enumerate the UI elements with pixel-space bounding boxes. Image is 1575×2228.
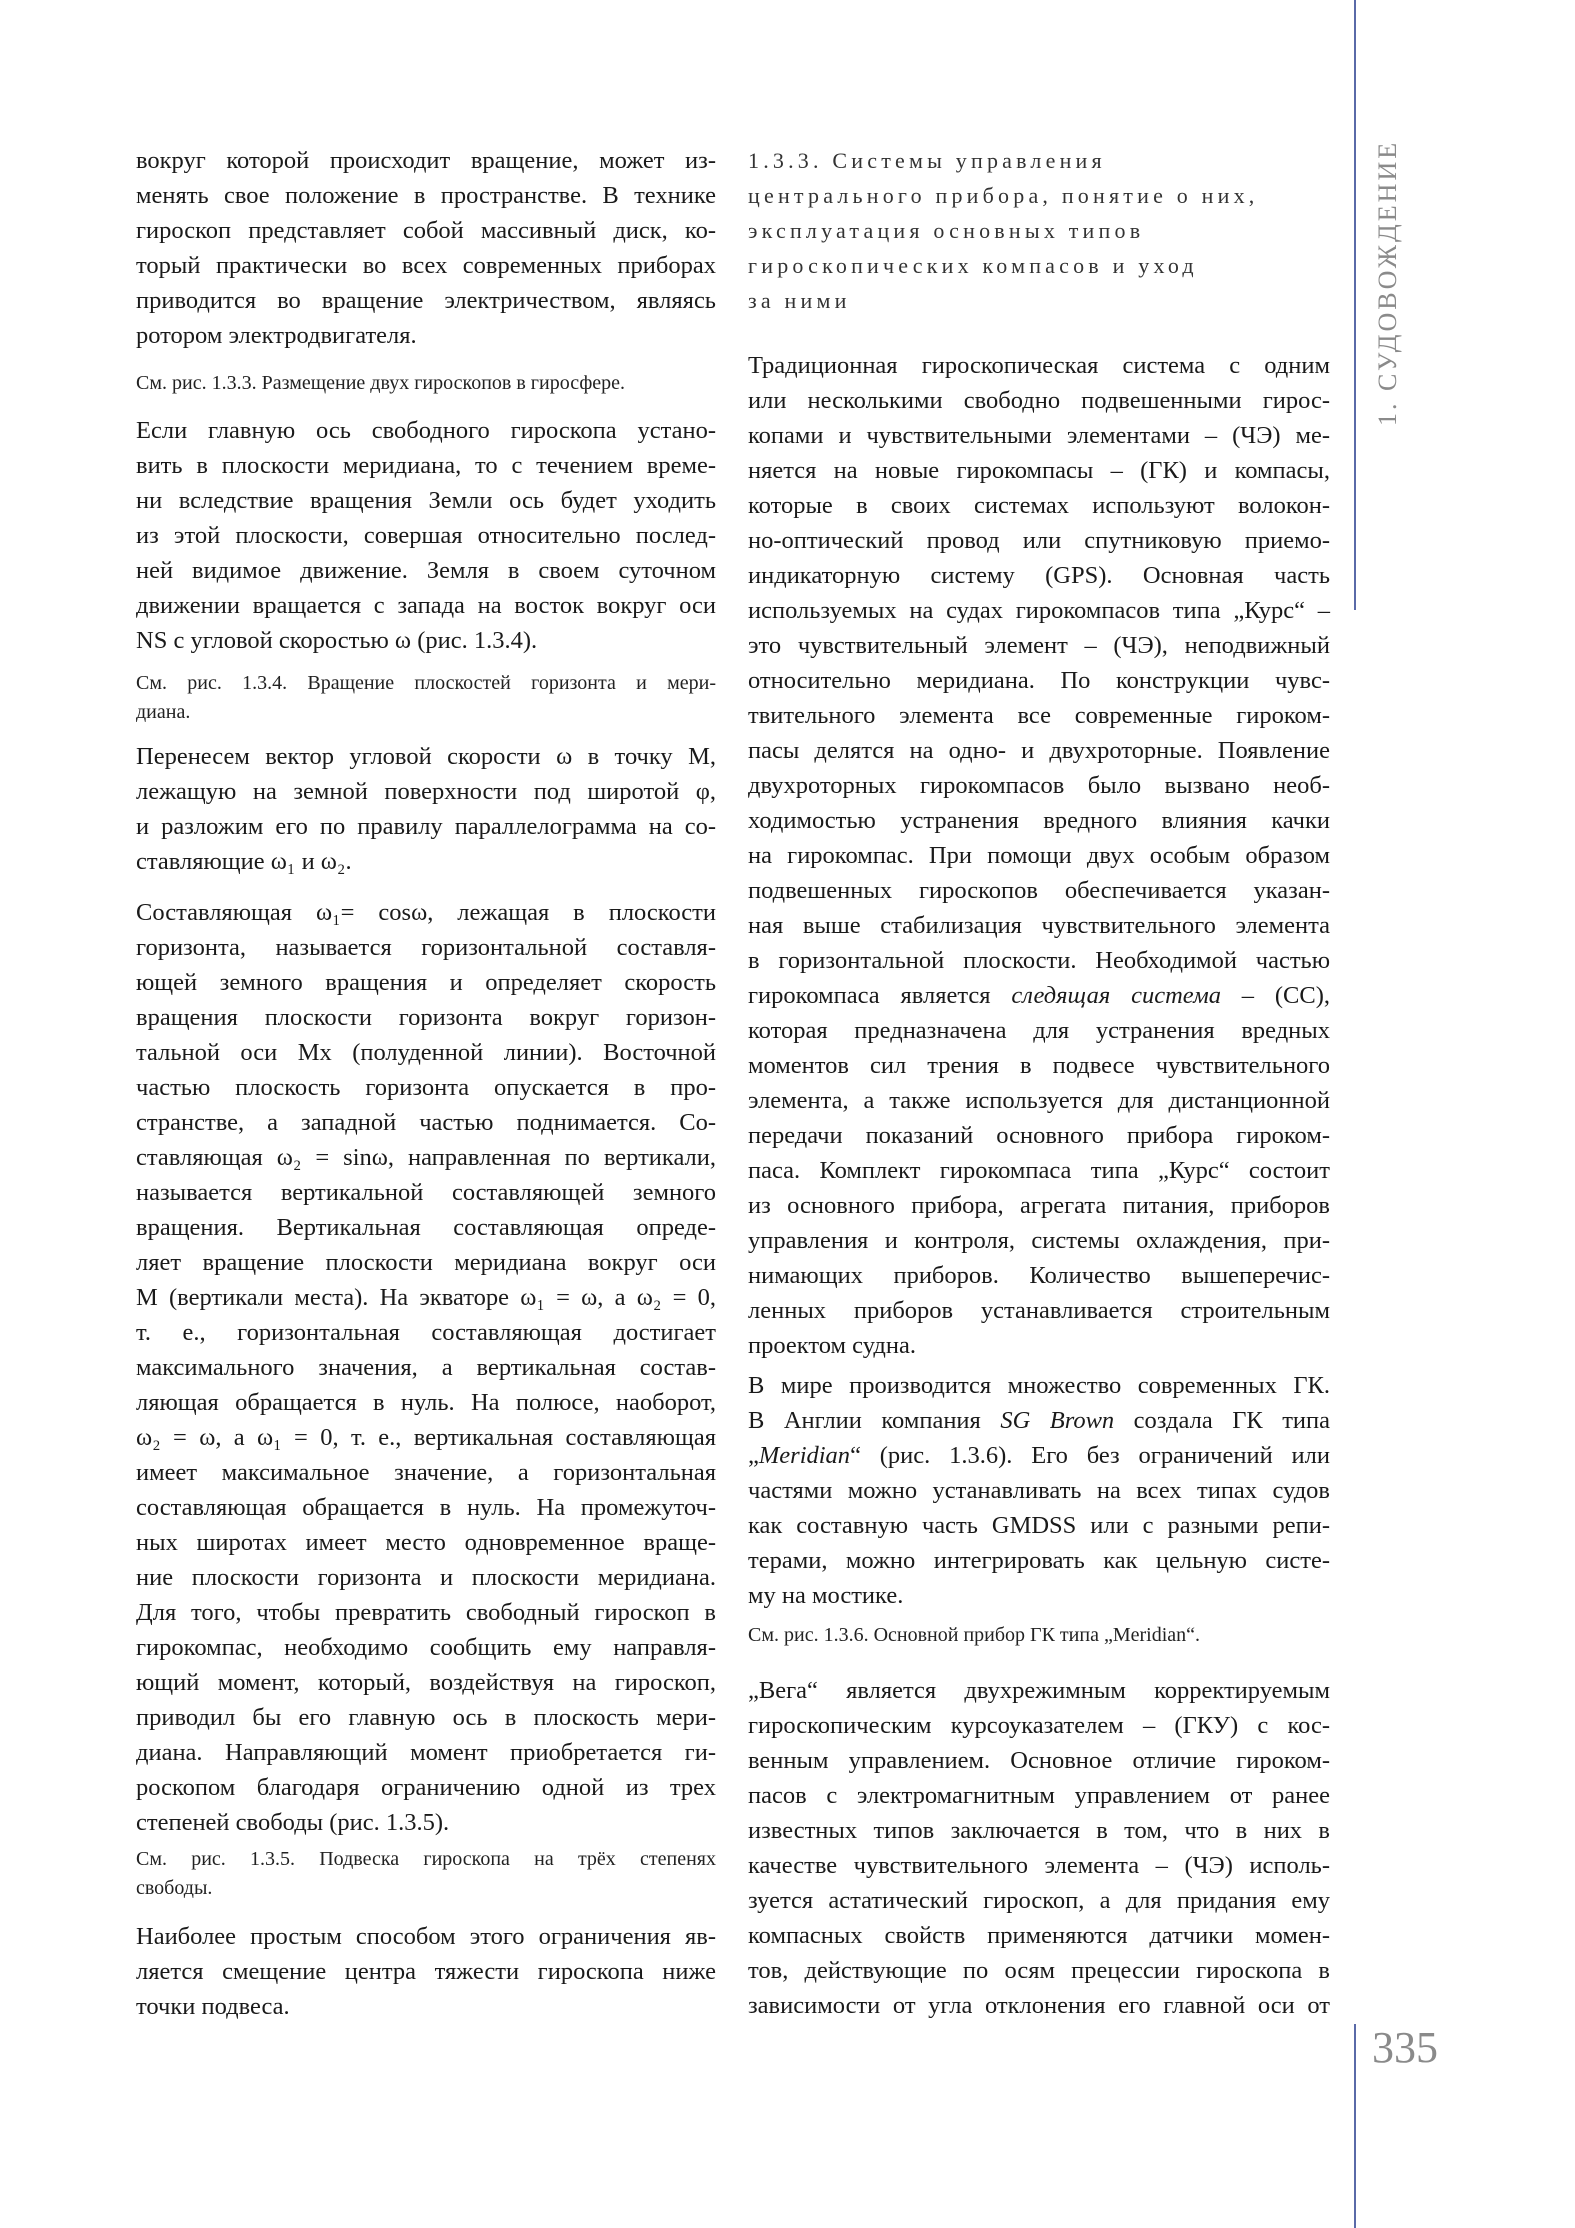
paragraph [136,143,716,353]
text-line: „Вега“ является двухрежимным корректируемым [748,1677,1330,1704]
margin-rule-bottom [1354,2024,1356,2228]
text-line: гироскоп представляет собой массивный диск, ко- [136,217,716,244]
paragraph [748,348,1330,1363]
text-line: приводится во вращение электричеством, являясь [136,287,716,314]
text-line: точки подвеса. [136,1993,290,2020]
text-line: гироскопическим курсоуказателем – (ГКУ) с кос- [748,1712,1330,1739]
text-line: передачи показаний основного прибора гироком- [748,1122,1330,1149]
text-line: приводил бы его главную ось в плоскость мери- [136,1704,716,1731]
text-line: торый практически во всех современных приборах [136,252,716,279]
text-line: частями можно устанавливать на всех типах судов [748,1477,1330,1504]
text-line: или несколькими свободно подвешенными гирос- [748,387,1330,414]
text-line: Традиционная гироскопическая система с одним [748,352,1330,379]
text-line: движении вращается с запада на восток вокруг оси [136,592,716,619]
text-line: ющий момент, который, воздействуя на гироскоп, [136,1669,716,1696]
text-line: свободы. [136,1877,213,1899]
text-line: элемента, а также используется для дистанционной [748,1087,1330,1114]
text-line: терами, можно интегрировать как цельную систе- [748,1547,1330,1574]
text-line: ляющая обращается в нуль. На полюсе, наоборот, [136,1389,716,1416]
text-line: вокруг которой происходит вращение, может из- [136,147,716,174]
text-line: ленных приборов устанавливается строительным [748,1297,1330,1324]
text-line: NS с угловой скоростью ω (рис. 1.3.4). [136,627,538,654]
text-segment: – (СС), [1220,982,1330,1009]
text-line: горизонта, называется горизонтальной составля- [136,934,716,961]
text-segment: гирокомпаса является [748,982,1012,1009]
text-line: двухроторных гирокомпасов было вызвано необ- [748,772,1330,799]
text-line: му на мостике. [748,1582,904,1609]
text-line: как составную часть GMDSS или с разными репи- [748,1512,1330,1539]
text-line: См. рис. 1.3.3. Размещение двух гироскопов в гиросфере. [136,372,626,394]
text-line: эксплуатация основных типов [748,218,1145,243]
text-line: См. рис. 1.3.6. Основной прибор ГК типа „Meridian“. [748,1624,1201,1646]
section-heading [748,143,1330,318]
text-line: ходимостью устранения вредного влияния качки [748,807,1330,834]
text-line: пасы делятся на одно- и двухроторные. Появление [748,737,1330,764]
text-line: зависимости от угла отклонения его главной оси от [748,1992,1330,2019]
italic-term: следящая система [1011,982,1221,1009]
text-line: проектом судна. [748,1332,916,1359]
figure-caption [748,1621,1330,1650]
text-line: Для того, чтобы превратить свободный гироскоп в [136,1599,716,1626]
text-line: составляющая обращается в нуль. На промежуточ- [136,1494,716,1521]
text-line: имеет максимальное значение, а горизонтальная [136,1459,716,1486]
text-line: ляет вращение плоскости меридиана вокруг оси [136,1249,716,1276]
text-line: гироскопических компасов и уход [748,253,1198,278]
text-line [748,1438,1330,1473]
text-line: за ними [748,288,851,313]
figure-caption [136,1845,716,1903]
text-line: диана. Направляющий момент приобретается ги- [136,1739,716,1766]
text-line: называется вертикальной составляющей земного [136,1179,716,1206]
text-line: и разложим его по правилу параллелограмма на со- [136,813,716,840]
paragraph [136,413,716,658]
paragraph [136,1919,716,2024]
text-line: качестве чувствительного элемента – (ЧЭ) исполь- [748,1852,1330,1879]
text-line: подвешенных гироскопов обеспечивается указан- [748,877,1330,904]
text-segment: “ (рис. 1.3.6). Его без ограничений или [850,1442,1330,1469]
text-line: зуется астатический гироскоп, а для придания ему [748,1887,1330,1914]
text-line: используемых на судах гирокомпасов типа „Курс“ – [748,597,1330,624]
text-line: лежащую на земной поверхности под широтой φ, [136,778,716,805]
text-line: частью плоскость горизонта опускается в про- [136,1074,716,1101]
text-line: копами и чувствительными элементами – (ЧЭ) ме- [748,422,1330,449]
text-line: странстве, а западной частью поднимается. Со- [136,1109,716,1136]
text-line: которая предназначена для устранения вредных [748,1017,1330,1044]
text-line: венным управлением. Основное отличие гироком- [748,1747,1330,1774]
text-line: ных широтах имеет место одновременное враще- [136,1529,716,1556]
paragraph [136,739,716,879]
text-line: гирокомпас, необходимо сообщить ему направля- [136,1634,716,1661]
text-line: тальной оси Mx (полуденной линии). Восточной [136,1039,716,1066]
text-line: моментов сил трения в подвесе чувствительного [748,1052,1330,1079]
paragraph [748,1368,1330,1613]
italic-term: Meridian [758,1442,851,1469]
text-line: Если главную ось свободного гироскопа устано- [136,417,716,444]
text-line: управления и контроля, системы охлаждения, при- [748,1227,1330,1254]
text-line: компасных свойств применяются датчики момен- [748,1922,1330,1949]
italic-term: SG Brown [1000,1407,1115,1434]
text-line: диана. [136,701,191,723]
text-line: Наиболее простым способом этого ограничения яв- [136,1923,716,1950]
text-line [748,978,1330,1013]
text-line: менять свое положение в пространстве. В технике [136,182,716,209]
text-line: ляется смещение центра тяжести гироскопа ниже [136,1958,716,1985]
text-line: См. рис. 1.3.5. Подвеска гироскопа на трёх степенях [136,1848,716,1870]
text-line: центрального прибора, понятие о них, [748,183,1259,208]
text-line: вить в плоскости меридиана, то с течением време- [136,452,716,479]
text-line: из этой плоскости, совершая относительно послед- [136,522,716,549]
text-line: индикаторную систему (GPS). Основная часть [748,562,1330,589]
text-line: ющей земного вращения и определяет скорость [136,969,716,996]
paragraph [748,1673,1330,2023]
text-line: нимающих приборов. Количество вышеперечис- [748,1262,1330,1289]
page-number: 335 [1372,2023,1438,2072]
text-line: известных типов заключается в том, что в них в [748,1817,1330,1844]
text-line: См. рис. 1.3.4. Вращение плоскостей горизонта и мери- [136,672,716,694]
text-line: В мире производится множество современных ГК. [748,1372,1330,1399]
text-line [748,1403,1330,1438]
text-line: М (вертикали места). На экваторе ω₁ = ω, а ω₂ = 0, [136,1284,716,1311]
text-line: Составляющая ω₁= cosω, лежащая в плоскости [136,899,716,926]
text-line: степеней свободы (рис. 1.3.5). [136,1809,450,1836]
text-line: ставляющая ω₂ = sinω, направленная по вертикали, [136,1144,716,1171]
text-line: ние плоскости горизонта и плоскости меридиана. [136,1564,716,1591]
text-segment: „ [748,1442,759,1469]
text-line: твительного элемента все современные гироком- [748,702,1330,729]
text-line: это чувствительный элемент – (ЧЭ), неподвижный [748,632,1330,659]
section-label-text: 1. СУДОВОЖДЕНИЕ [1373,139,1402,426]
text-line: ставляющие ω₁ и ω₂. [136,848,352,875]
margin-rule-top [1354,0,1356,610]
text-line: но-оптический провод или спутниковую приемо- [748,527,1330,554]
text-line: ней видимое движение. Земля в своем суточном [136,557,716,584]
text-line: паса. Комплект гирокомпаса типа „Курс“ состоит [748,1157,1330,1184]
text-line: роскопом благодаря ограничению одной из трех [136,1774,716,1801]
text-line: ная выше стабилизация чувствительного элемента [748,912,1330,939]
text-line: вращения. Вертикальная составляющая опреде- [136,1214,716,1241]
text-line: тов, действующие по осям прецессии гироскопа в [748,1957,1330,1984]
text-line: вращения плоскости горизонта вокруг горизон- [136,1004,716,1031]
text-line: 1.3.3. Системы управления [748,148,1106,173]
text-line: относительно меридиана. По конструкции чувс- [748,667,1330,694]
text-line: из основного прибора, агрегата питания, приборов [748,1192,1330,1219]
figure-caption [136,369,716,398]
text-line: т. е., горизонтальная составляющая достигает [136,1319,716,1346]
text-line: Перенесем вектор угловой скорости ω в точку М, [136,743,716,770]
text-line: максимального значения, а вертикальная состав- [136,1354,716,1381]
text-line: няется на новые гирокомпасы – (ГК) и компасы, [748,457,1330,484]
text-segment: создала ГК типа [1114,1407,1330,1434]
text-line: которые в своих системах используют волокон- [748,492,1330,519]
text-segment: В Англии компания [748,1407,1001,1434]
text-line: ротором электродвигателя. [136,322,417,349]
paragraph [136,895,716,1840]
text-line: пасов с электромагнитным управлением от ранее [748,1782,1330,1809]
text-line: в горизонтальной плоскости. Необходимой частью [748,947,1330,974]
text-line: ω₂ = ω, а ω₁ = 0, т. е., вертикальная составляющая [136,1424,716,1451]
text-line: ни вследствие вращения Земли ось будет уходить [136,487,716,514]
figure-caption [136,669,716,727]
text-line: на гирокомпас. При помощи двух особым образом [748,842,1330,869]
